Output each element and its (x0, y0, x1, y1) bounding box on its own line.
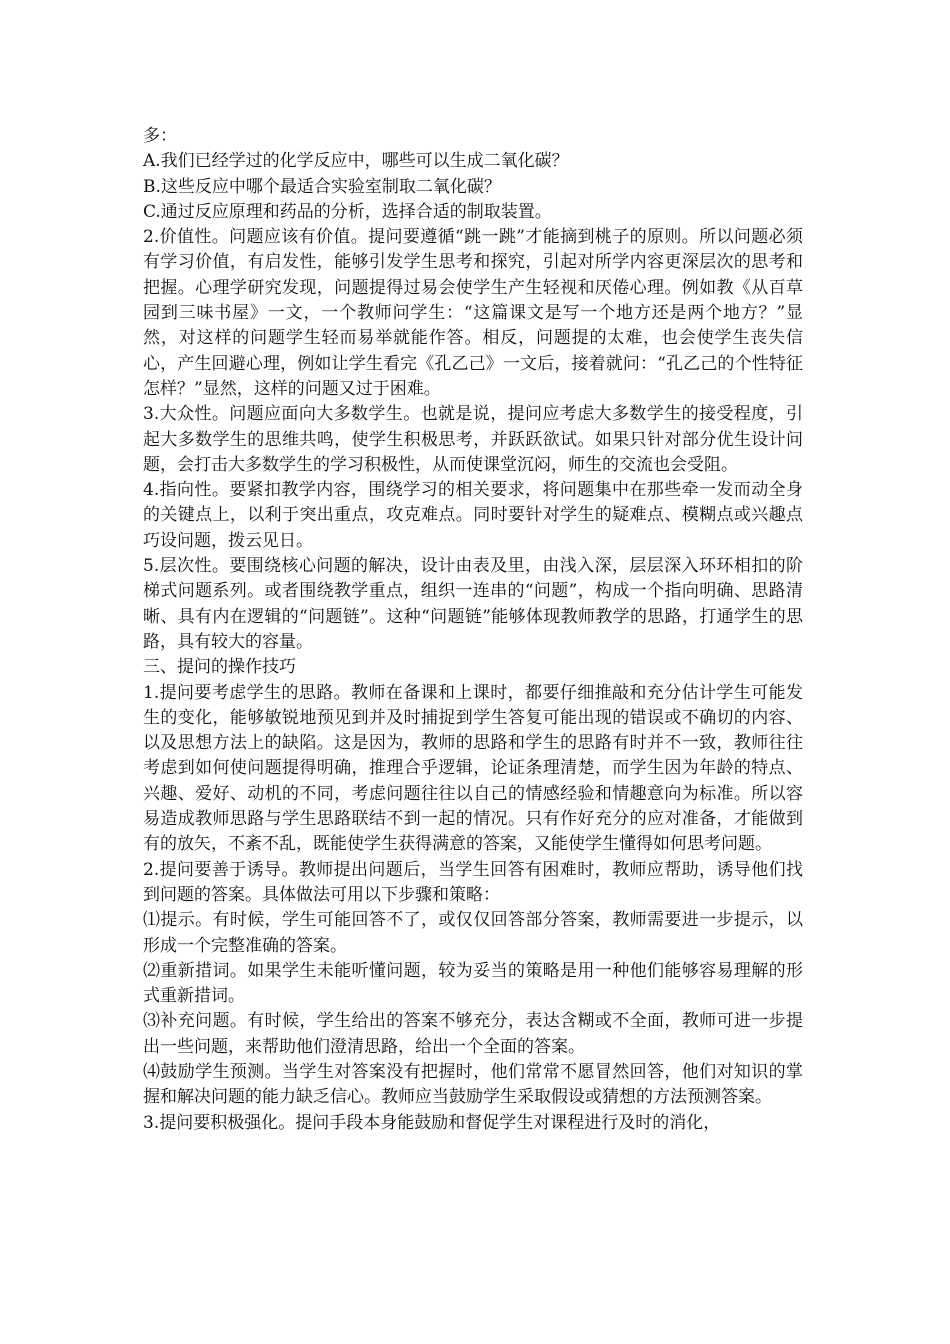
paragraph-value: 2.价值性。问题应该有价值。提问要遵循“跳一跳”才能摘到桃子的原则。所以问题必须有学习价值，有启发性，能够引发学生思考和探究，引起对所学内容更深层次的思考和把握。心理学研究发现，问题提得过易会使学生产生轻视和厌倦心理。例如教《从百草园到三味书屋》一文，一个教师问学生：“这篇课文是写一个地方还是两个地方？”显然，对这样的问题学生轻而易举就能作答。相反，问题提的太难，也会使学生丧失信心，产生回避心理，例如让学生看完《孔乙己》一文后，接着就问：“孔乙己的个性特征怎样？”显然，这样的问题又过于困难。 (143, 227, 803, 399)
list-item-rephrase: ⑵重新措词。如果学生未能听懂问题，较为妥当的策略是用一种他们能够容易理解的形式重新措词。 (143, 960, 803, 1007)
list-item-c: C.通过反应原理和药品的分析，选择合适的制取装置。 (143, 201, 552, 222)
list-item-predict: ⑷鼓励学生预测。当学生对答案没有把握时，他们常常不愿冒然回答，他们对知识的掌握和解决问题的能力缺乏信心。教师应当鼓励学生采取假设或猜想的方法预测答案。 (143, 1061, 803, 1108)
paragraph-continuation: 多： (143, 126, 177, 146)
paragraph-hierarchy: 5.层次性。要围绕核心问题的解决，设计由表及里，由浅入深，层层深入环环相扣的阶梯式问题系列。或者围绕教学重点，组织一连串的“问题”，构成一个指向明确、思路清晰、具有内在逻辑的“问题链”。这种“问题链”能够体现教师教学的思路，打通学生的思路，具有较大的容量。 (143, 556, 803, 652)
paragraph-reinforce: 3.提问要积极强化。提问手段本身能鼓励和督促学生对课程进行及时的消化， (143, 1112, 721, 1133)
document-body (143, 124, 803, 1136)
paragraph-direction: 4.指向性。要紧扣教学内容，围绕学习的相关要求，将问题集中在那些牵一发而动全身的关键点上，以利于突出重点，攻克难点。同时要针对学生的疑难点、模糊点或兴趣点巧设问题，拨云见日。 (143, 480, 803, 551)
list-item-hint: ⑴提示。有时候，学生可能回答不了，或仅仅回答部分答案，教师需要进一步提示，以形成一个完整准确的答案。 (143, 910, 803, 956)
paragraph-popularity: 3.大众性。问题应面向大多数学生。也就是说，提问应考虑大多数学生的接受程度，引起大多数学生的思维共鸣，使学生积极思考，并跃跃欲试。如果只针对部分优生设计问题，会打击大多数学生的学习积极性，从而使课堂沉闷，师生的交流也会受阻。 (143, 404, 803, 475)
list-item-b: B.这些反应中哪个最适合实验室制取二氧化碳？ (143, 176, 501, 197)
paragraph-student-thinking: 1.提问要考虑学生的思路。教师在备课和上课时，都要仔细推敲和充分估计学生可能发生的变化，能够敏锐地预见到并及时捕捉到学生答复可能出现的错误或不确切的内容、以及思想方法上的缺陷。这是因为，教师的思路和学生的思路有时并不一致，教师往往考虑到如何使问题提得明确，推理合乎逻辑，论证条理清楚，而学生因为年龄的特点、兴趣、爱好、动机的不同，考虑问题往往以自己的情感经验和情趣意向为标准。所以容易造成教师思路与学生思路联结不到一起的情况。只有作好充分的应对准备，才能做到有的放矢，不紊不乱，既能使学生获得满意的答案，又能使学生懂得如何思考问题。 (143, 682, 803, 855)
list-item-supplement: ⑶补充问题。有时候，学生给出的答案不够充分，表达含糊或不全面，教师可进一步提出一些问题，来帮助他们澄清思路，给出一个全面的答案。 (143, 1011, 803, 1057)
list-item-a: A.我们已经学过的化学反应中，哪些可以生成二氧化碳？ (143, 151, 569, 172)
section-heading: 三、提问的操作技巧 (143, 657, 296, 678)
paragraph-guidance: 2.提问要善于诱导。教师提出问题后，当学生回答有困难时，教师应帮助，诱导他们找到问题的答案。具体做法可用以下步骤和策略： (143, 859, 803, 905)
